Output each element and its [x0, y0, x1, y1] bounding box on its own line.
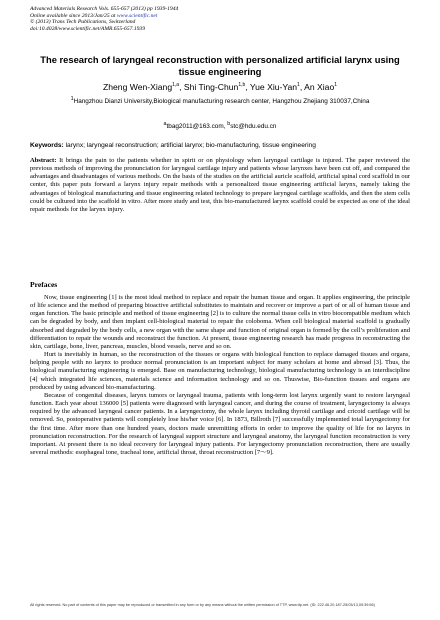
author-superscript: 1	[297, 82, 300, 88]
journal-url-link[interactable]: www.scientific.net	[116, 12, 158, 19]
author-emails: $^a$tbag2011@163.com, $^b$stc@hdu.edu.cn	[163, 121, 277, 131]
paragraph: Hurt is inevitably in human, so the reconstruction of the tissues or organs with biological function to replace damaged tissues and organs, helping people with no larynx to produce normal pronunciation is an important subject for many scholars at home and abroad [3]. Thus, the biological manufacturing engineering is emerged. Base on manufacturing technology, biological manufacturing technology is an interdiscipline [4] which integrated life sciences, materials science and information technology and so on. Thuswise, Bio-function tissues and organs are produced by using advanced bio-manufacturing.	[30, 351, 410, 391]
abstract-text: It brings the pain to the patients whether in spirit or on physiology when laryngeal cartilage is injured. The paper reviewed the previous methods of improving the pronunciation for laryngeal cartilage injury and patients whose larynxes have been cut off, and compared the advantages and disadvantages of various methods. On the basis of the studies on the artificial auricle scaffold, artificial spinal cord scaffold in our center, this paper puts forward a larynx injury repair methods with a personalized tissue engineering artificial larynx, namely taking the advantages of biological manufacturing and tissue engineering related technology to prepare laryngeal cartilage scaffolds, and then the stem cells could be cultured into the scaffold in vitro. After more study and test, this bio-manufactured larynx scaffold could be expected as one of the ideal repair methods for the larynx injury.	[30, 157, 410, 213]
author-superscript: 1,a	[172, 82, 180, 88]
journal-citation: Advanced Materials Research Vols. 655-657 (2013) pp 1939-1944	[30, 6, 179, 12]
journal-metadata	[30, 6, 410, 32]
author-superscript: 1,b	[238, 82, 246, 88]
keywords-label: Keywords:	[30, 142, 64, 149]
paragraph: Now, tissue engineering [1] is the most ideal method to replace and repair the human tissue and organ. It applies engineering, the principle of life science and the method of preparing bioactive artificial substitutes to maintain and recover or improve a part of or all of human tissue and organ function. The basic principle and method of tissue engineering [2] is to culture the normal tissue cells in vitro biocompatible medium which can be degraded by body, and then implant cell-biological material to repair the coloboma. When cell biological material scaffold is gradually absorbed and degraded by the body cells, a new organ with the same shape and function of original organ is formed by the cell’s proliferation and differentiation to repair the wounds and reconstruct the function. At present, tissue engineering research has made progress in reconstructing the skin, cartilage, bone, liver, pancreas, muscles, blood vessels, nerve and so on.	[30, 294, 410, 350]
keywords-text: larynx; laryngeal reconstruction; artificial larynx; bio-manufacturing, tissue engineering	[65, 142, 316, 149]
doi-line: doi:10.4028/www.scientific.net/AMR.655-657.1939	[30, 25, 146, 32]
author-list: Zheng Wen-Xiang$^{1,a}$, Shi Ting-Chun$^{1,b}$, Yue Xiu-Yan$^1$, An Xiao$^1$	[102, 81, 338, 92]
online-availability: Online available since 2013/Jan/25 at www.scientific.net	[30, 12, 158, 19]
body-text	[30, 294, 410, 457]
copyright-line: © (2013) Trans Tech Publications, Switzerland	[30, 19, 136, 26]
author-name: An Xiao	[304, 81, 335, 92]
copyright-footer: All rights reserved. No part of contents of this paper may be reproduced or transmitted in any form or by any means without the written permission of TTP, www.ttp.net. (ID: 222.46.20.187-25/03/13,09:39:56)	[30, 603, 375, 607]
paper-title: The research of laryngeal reconstruction with personalized artificial larynx using tissue engineering	[40, 54, 400, 77]
author-affiliation: $^1$Hangzhou Dianzi University,Biological manufacturing research center, Hangzhou Zhejiang 310037,China	[70, 96, 370, 106]
email-b: stc@hdu.edu.cn	[230, 123, 277, 131]
email-a: tbag2011@163.com,	[166, 123, 226, 131]
author-name: Yue Xiu-Yan	[249, 81, 298, 92]
paragraph: Because of congenital diseases, larynx tumors or laryngeal trauma, patients with long-term lost larynx urgently want to restore laryngeal function. Each year about 136000 [5] patients were diagnosed with laryngeal cancer, and during the course of treatment, laryngectomy is always required by the advanced laryngeal cancer patients. In a laryngectomy, the whole larynx including thyroid cartilage and cricoid cartilage will be removed. So, postoperative patients will completely lose his/her voice [6]. In 1873, Billroth [7] successfully implemented total laryngectomy for the first time. After more than one hundred years, doctors made unremitting efforts in order to improve the quality of life for no larynx in pronunciation reconstruction. For the research of laryngeal support structure and laryngeal anatomy, the laryngeal function reconstruction is very important. At present there is no ideal recovery for laryngeal injury patients. For laryngectomy pronunciation reconstruction, there are usually several methods: esophageal tone, tracheal tone, artificial throat, throat reconstruction [7～9].	[30, 391, 410, 456]
section-heading: Prefaces	[30, 280, 58, 289]
abstract	[30, 157, 410, 214]
author-name: Zheng Wen-Xiang	[102, 81, 173, 92]
author-superscript: 1	[334, 82, 338, 88]
abstract-label: Abstract:	[30, 157, 57, 164]
keywords	[30, 142, 410, 150]
author-name: Shi Ting-Chun	[183, 81, 239, 92]
